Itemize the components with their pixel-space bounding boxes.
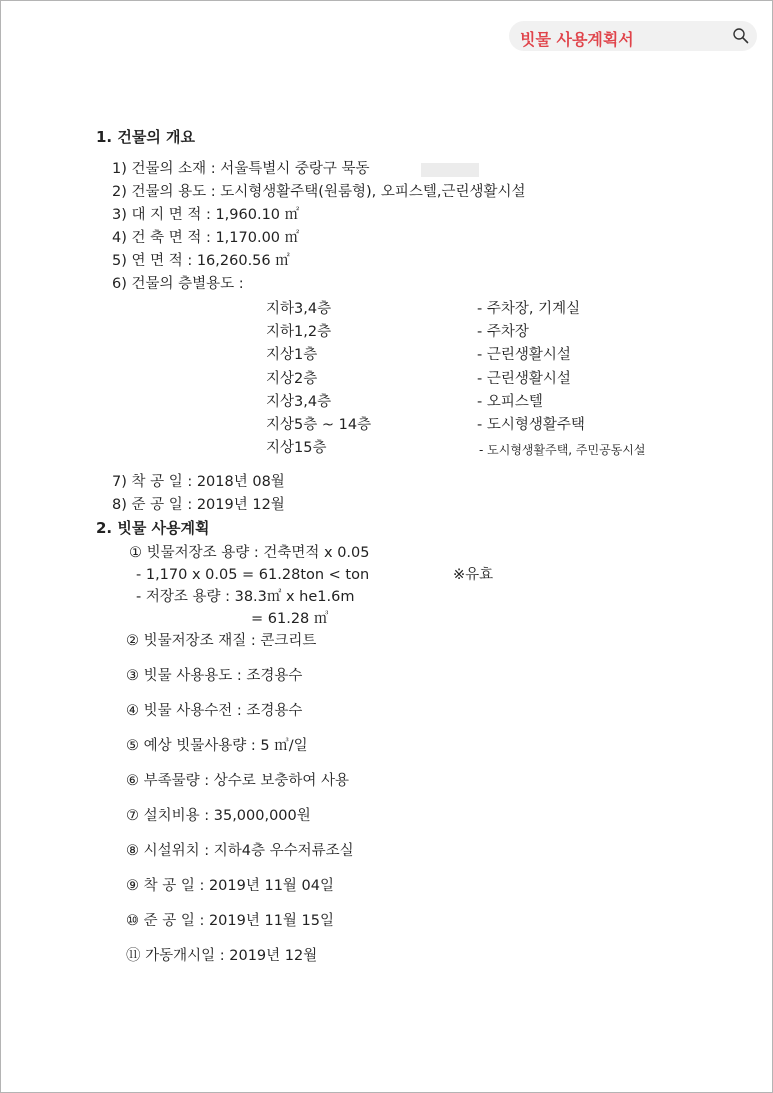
search-query[interactable]: 빗물 사용계획서 bbox=[520, 30, 634, 49]
floor-use: - 도시형생활주택, 주민공동시설 bbox=[479, 443, 646, 457]
floor-name: 지상2층 bbox=[266, 371, 318, 387]
tank-capacity: - 저장조 용량 : 38.3㎡ x he1.6m bbox=[136, 589, 355, 605]
item-start: ⑨ 착 공 일 : 2019년 11월 04일 bbox=[126, 878, 334, 894]
item-faucet: ④ 빗물 사용수전 : 조경용수 bbox=[126, 703, 303, 719]
capacity-note: ※유효 bbox=[453, 567, 494, 583]
floor-use: - 도시형생활주택 bbox=[477, 417, 585, 433]
floor-name: 지상3,4층 bbox=[266, 394, 332, 410]
item-start-date: 7) 착 공 일 : 2018년 08월 bbox=[112, 474, 285, 490]
floor-name: 지상15층 bbox=[266, 440, 327, 456]
item-purpose: ③ 빗물 사용용도 : 조경용수 bbox=[126, 668, 303, 684]
item-cost: ⑦ 설치비용 : 35,000,000원 bbox=[126, 808, 311, 824]
redacted-address bbox=[421, 163, 479, 177]
item-material: ② 빗물저장조 재질 : 콘크리트 bbox=[126, 633, 317, 649]
item-floor-use-heading: 6) 건물의 층별용도 : bbox=[112, 276, 244, 292]
search-box[interactable] bbox=[509, 21, 757, 51]
item-site-area: 3) 대 지 면 적 : 1,960.10 ㎡ bbox=[112, 207, 300, 223]
item-location: ⑧ 시설위치 : 지하4층 우수저류조실 bbox=[126, 843, 354, 859]
floor-name: 지상5층 ~ 14층 bbox=[266, 417, 372, 433]
floor-use: - 오피스텔 bbox=[477, 394, 543, 410]
tank-capacity-result: = 61.28 ㎥ bbox=[251, 611, 329, 627]
section1-title: 1. 건물의 개요 bbox=[96, 128, 196, 146]
item-use: 2) 건물의 용도 : 도시형생활주택(원룸형), 오피스텔,근린생활시설 bbox=[112, 184, 526, 200]
item-completion: ⑩ 준 공 일 : 2019년 11월 15일 bbox=[126, 913, 334, 929]
floor-name: 지하1,2층 bbox=[266, 324, 332, 340]
item-completion-date: 8) 준 공 일 : 2019년 12월 bbox=[112, 497, 285, 513]
floor-use: - 근린생활시설 bbox=[477, 347, 571, 363]
floor-use: - 주차장 bbox=[477, 324, 529, 340]
section2-title: 2. 빗물 사용계획 bbox=[96, 519, 210, 537]
capacity-line: ① 빗물저장조 용량 : 건축면적 x 0.05 bbox=[129, 545, 370, 561]
item-location: 1) 건물의 소재 : 서울특별시 중랑구 묵동 bbox=[112, 161, 370, 177]
floor-use: - 근린생활시설 bbox=[477, 371, 571, 387]
item-total-floor-area: 5) 연 면 적 : 16,260.56 ㎡ bbox=[112, 253, 290, 269]
item-expected-usage: ⑤ 예상 빗물사용량 : 5 ㎥/일 bbox=[126, 738, 308, 754]
search-icon[interactable] bbox=[732, 27, 750, 45]
capacity-calc: - 1,170 x 0.05 = 61.28ton < ton bbox=[136, 567, 370, 583]
item-building-area: 4) 건 축 면 적 : 1,170.00 ㎡ bbox=[112, 230, 300, 246]
floor-use: - 주차장, 기계실 bbox=[477, 301, 581, 317]
item-shortage: ⑥ 부족물량 : 상수로 보충하여 사용 bbox=[126, 773, 350, 789]
floor-name: 지하3,4층 bbox=[266, 301, 332, 317]
item-operation-start: ⑪ 가동개시일 : 2019년 12월 bbox=[126, 948, 318, 964]
floor-name: 지상1층 bbox=[266, 347, 318, 363]
